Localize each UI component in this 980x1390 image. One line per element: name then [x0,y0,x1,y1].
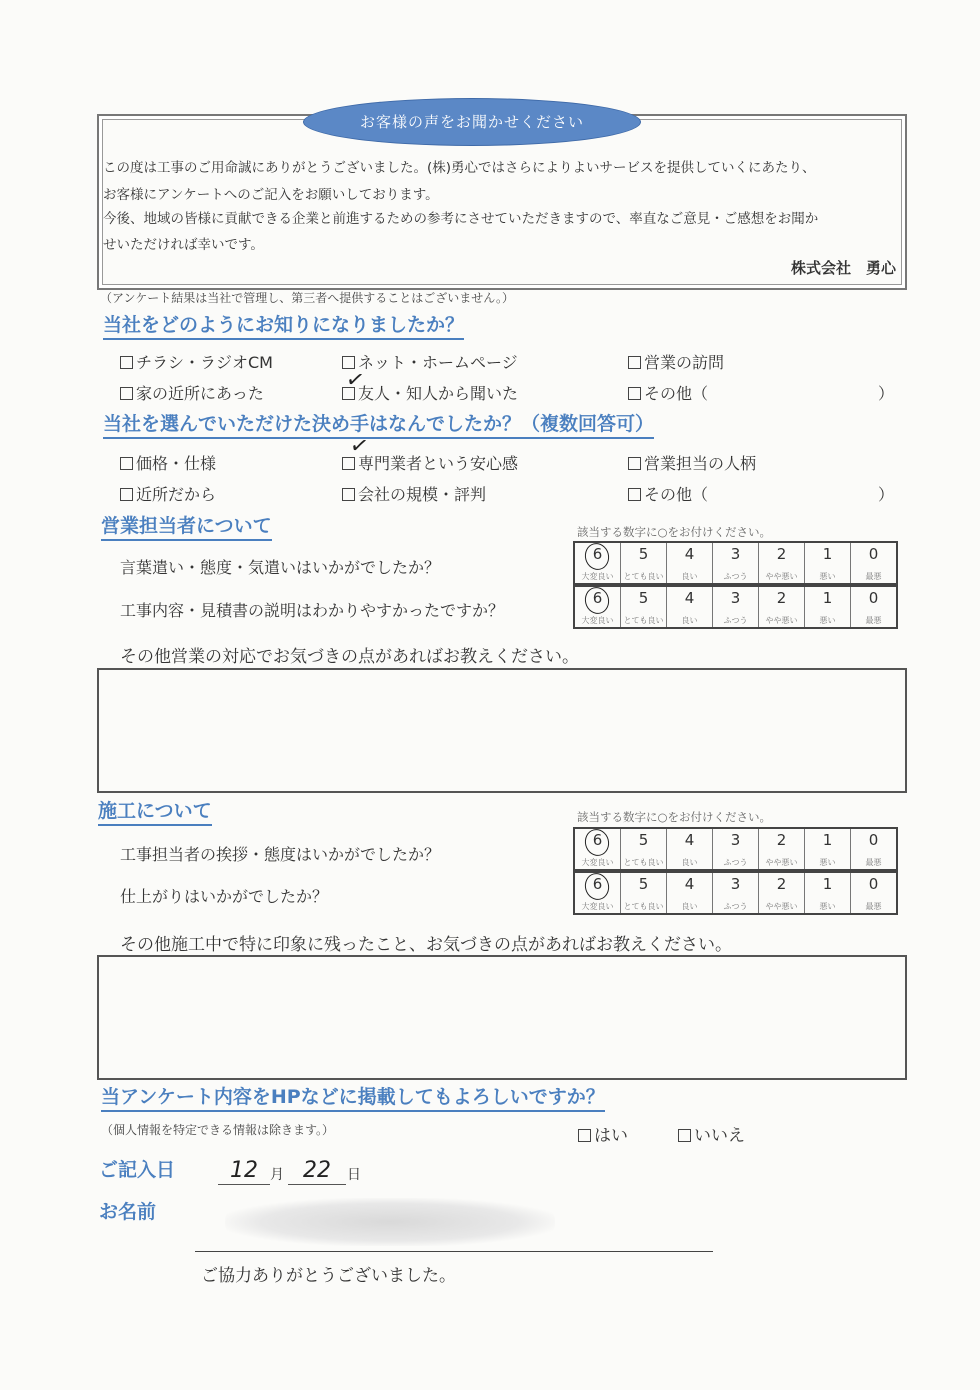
rating-number: 1 [822,545,833,563]
intro-line-3: 今後、地域の皆様に貢献できる企業と前進するための参考にさせていただきますので、率直なご意見・ご感想をお聞か [103,211,819,227]
rating-label: やや悪い [765,616,798,625]
rating-cell-5[interactable] [621,873,667,913]
thanks-text: ご協力ありがとうございました。 [201,1266,456,1286]
rating-number: 0 [868,831,879,849]
rating-cell-2[interactable] [759,873,805,913]
rating-number: 5 [638,545,649,563]
date-day-unit: 日 [347,1167,361,1183]
rating-number: 3 [730,589,741,607]
rating-label: 良い [681,858,698,867]
checkbox[interactable] [678,1129,691,1142]
rating-number: 4 [684,831,695,849]
rating-label: ふつう [723,616,748,625]
q2-option-sales-person[interactable]: 営業担当の人柄 [628,451,756,474]
rating-number: 6 [592,831,603,849]
rating-cell-1[interactable] [805,873,851,913]
checkbox[interactable] [628,356,641,369]
company-name: 株式会社 勇心 [790,259,896,277]
rating-label: 大変良い [581,572,614,581]
consent-heading: 当アンケート内容をHPなどに掲載してもよろしいですか？ [101,1085,605,1112]
q2-option-price[interactable]: 価格・仕様 [120,451,216,474]
rating-cell-6[interactable] [575,873,621,913]
q2-option-nearby[interactable]: 近所だから [120,482,216,505]
rating-label: 良い [681,902,698,911]
q2-other-close: ） [878,485,895,504]
construction-instruction: 該当する数字に○をお付けください。 [577,810,772,824]
checkbox[interactable] [628,457,641,470]
q1-option-friend[interactable]: 友人・知人から聞いた [342,381,518,404]
intro-line-4: せいただければ幸いです。 [103,237,264,253]
rating-cell-3[interactable] [713,873,759,913]
construction-comment-box[interactable] [97,955,907,1080]
rating-label: やや悪い [765,902,798,911]
construction-other-prompt: その他施工中で特に印象に残ったこと、お気づきの点があればお教えください。 [120,935,732,955]
rating-cell-4[interactable] [667,829,713,869]
checkbox-checked[interactable] [342,457,355,470]
consent-no[interactable]: いいえ [678,1121,745,1146]
rating-label: 最悪 [865,572,882,581]
rating-cell-6[interactable] [575,587,621,627]
rating-cell-0[interactable] [851,543,896,583]
construction-question-1: 工事担当者の挨拶・態度はいかがでしたか？ [120,845,441,864]
rating-label: 悪い [819,616,836,625]
construction-heading: 施工について [98,799,212,826]
rating-cell-0[interactable] [851,829,896,869]
handwritten-check-icon: ✓ [343,366,367,395]
rating-number: 1 [822,831,833,849]
rating-number: 2 [776,589,787,607]
rating-number: 4 [684,545,695,563]
privacy-note: （アンケート結果は当社で管理し、第三者へ提供することはございません。） [100,291,515,305]
rating-label: 良い [681,616,698,625]
sales-heading: 営業担当者について [101,514,272,541]
rating-number: 0 [868,875,879,893]
rating-label: ふつう [723,572,748,581]
checkbox[interactable] [342,488,355,501]
q1-heading: 当社をどのようにお知りになりましたか？ [103,313,464,340]
rating-cell-0[interactable] [851,873,896,913]
rating-cell-1[interactable] [805,543,851,583]
q1-option-nearby[interactable]: 家の近所にあった [120,381,264,404]
date-day-value: 22 [303,1158,331,1183]
rating-cell-2[interactable] [759,543,805,583]
rating-label: 最悪 [865,616,882,625]
date-month-unit: 月 [270,1167,284,1183]
q1-option-sales-visit[interactable]: 営業の訪問 [628,350,724,373]
rating-cell-0[interactable] [851,587,896,627]
rating-cell-6[interactable] [575,543,621,583]
rating-cell-2[interactable] [759,587,805,627]
rating-label: ふつう [723,902,748,911]
rating-label: ふつう [723,858,748,867]
rating-cell-1[interactable] [805,829,851,869]
sales-other-prompt: その他営業の対応でお気づきの点があればお教えください。 [120,647,579,667]
rating-number: 4 [684,589,695,607]
checkbox[interactable] [628,387,641,400]
rating-cell-4[interactable] [667,543,713,583]
rating-number: 6 [592,545,603,563]
rating-label: 大変良い [581,616,614,625]
rating-cell-3[interactable] [713,829,759,869]
construction-rating-2[interactable] [573,871,898,915]
q2-heading: 当社を選んでいただけた決め手はなんでしたか？（複数回答可） [103,412,654,439]
rating-cell-1[interactable] [805,587,851,627]
rating-number: 1 [822,589,833,607]
rating-cell-4[interactable] [667,587,713,627]
q1-other-close: ） [878,384,895,403]
date-month-value: 12 [230,1158,258,1183]
rating-cell-6[interactable] [575,829,621,869]
name-line[interactable] [195,1251,713,1252]
rating-number: 3 [730,831,741,849]
construction-rating-1[interactable] [573,827,898,871]
q1-option-web[interactable]: ネット・ホームページ [342,350,518,373]
rating-label: やや悪い [765,572,798,581]
rating-cell-3[interactable] [713,543,759,583]
page-title: お客様の声をお聞かせください [303,98,641,146]
consent-note: （個人情報を特定できる情報は除きます。） [101,1123,335,1137]
checkbox[interactable] [120,457,133,470]
rating-label: 悪い [819,902,836,911]
rating-cell-5[interactable] [621,543,667,583]
rating-cell-5[interactable] [621,587,667,627]
rating-number: 3 [730,545,741,563]
q2-option-other[interactable]: その他（ [628,482,708,505]
checkbox[interactable] [120,356,133,369]
rating-label: 最悪 [865,902,882,911]
sales-rating-1[interactable] [573,541,898,585]
rating-number: 2 [776,831,787,849]
rating-number: 5 [638,589,649,607]
sales-question-2: 工事内容・見積書の説明はわかりやすかったですか？ [120,601,505,620]
sales-comment-box[interactable] [97,668,907,793]
rating-label: 最悪 [865,858,882,867]
rating-number: 2 [776,545,787,563]
rating-label: 悪い [819,572,836,581]
rating-number: 4 [684,875,695,893]
name-redacted-blur [225,1198,555,1246]
rating-number: 6 [592,875,603,893]
q1-option-flyer[interactable]: チラシ・ラジオCM [120,350,273,373]
rating-number: 1 [822,875,833,893]
rating-cell-4[interactable] [667,873,713,913]
sales-question-1: 言葉遣い・態度・気遣いはいかがでしたか？ [120,558,441,577]
checkbox[interactable] [120,387,133,400]
date-month-field[interactable] [218,1158,270,1185]
rating-label: とても良い [623,616,664,625]
rating-number: 0 [868,589,879,607]
date-day-field[interactable] [288,1158,346,1185]
handwritten-check-icon: ✓ [347,432,371,461]
intro-line-1: この度は工事のご用命誠にありがとうございました。(株)勇心ではさらによりよいサービスを提供していくにあたり、 [103,160,816,176]
rating-label: 良い [681,572,698,581]
sales-instruction: 該当する数字に○をお付けください。 [577,525,772,539]
checkbox[interactable] [628,488,641,501]
checkbox[interactable] [578,1129,591,1142]
q2-option-reputation[interactable]: 会社の規模・評判 [342,482,486,505]
rating-label: 大変良い [581,902,614,911]
checkbox[interactable] [120,488,133,501]
rating-number: 2 [776,875,787,893]
intro-line-2: お客様にアンケートへのご記入をお願いしております。 [103,187,439,203]
rating-number: 5 [638,875,649,893]
name-heading: お名前 [99,1201,157,1223]
sales-rating-2[interactable] [573,585,898,629]
rating-label: 大変良い [581,858,614,867]
rating-label: 悪い [819,858,836,867]
rating-number: 5 [638,831,649,849]
rating-number: 0 [868,545,879,563]
rating-label: やや悪い [765,858,798,867]
rating-cell-2[interactable] [759,829,805,869]
date-heading: ご記入日 [99,1159,176,1181]
rating-label: とても良い [623,902,664,911]
consent-yes[interactable]: はい [578,1121,628,1146]
q1-option-other[interactable]: その他（ [628,381,708,404]
rating-label: とても良い [623,572,664,581]
rating-number: 3 [730,875,741,893]
construction-question-2: 仕上がりはいかがでしたか？ [120,887,329,906]
q2-option-specialist[interactable]: 専門業者という安心感 [342,451,518,474]
rating-cell-5[interactable] [621,829,667,869]
rating-cell-3[interactable] [713,587,759,627]
rating-label: とても良い [623,858,664,867]
rating-number: 6 [592,589,603,607]
